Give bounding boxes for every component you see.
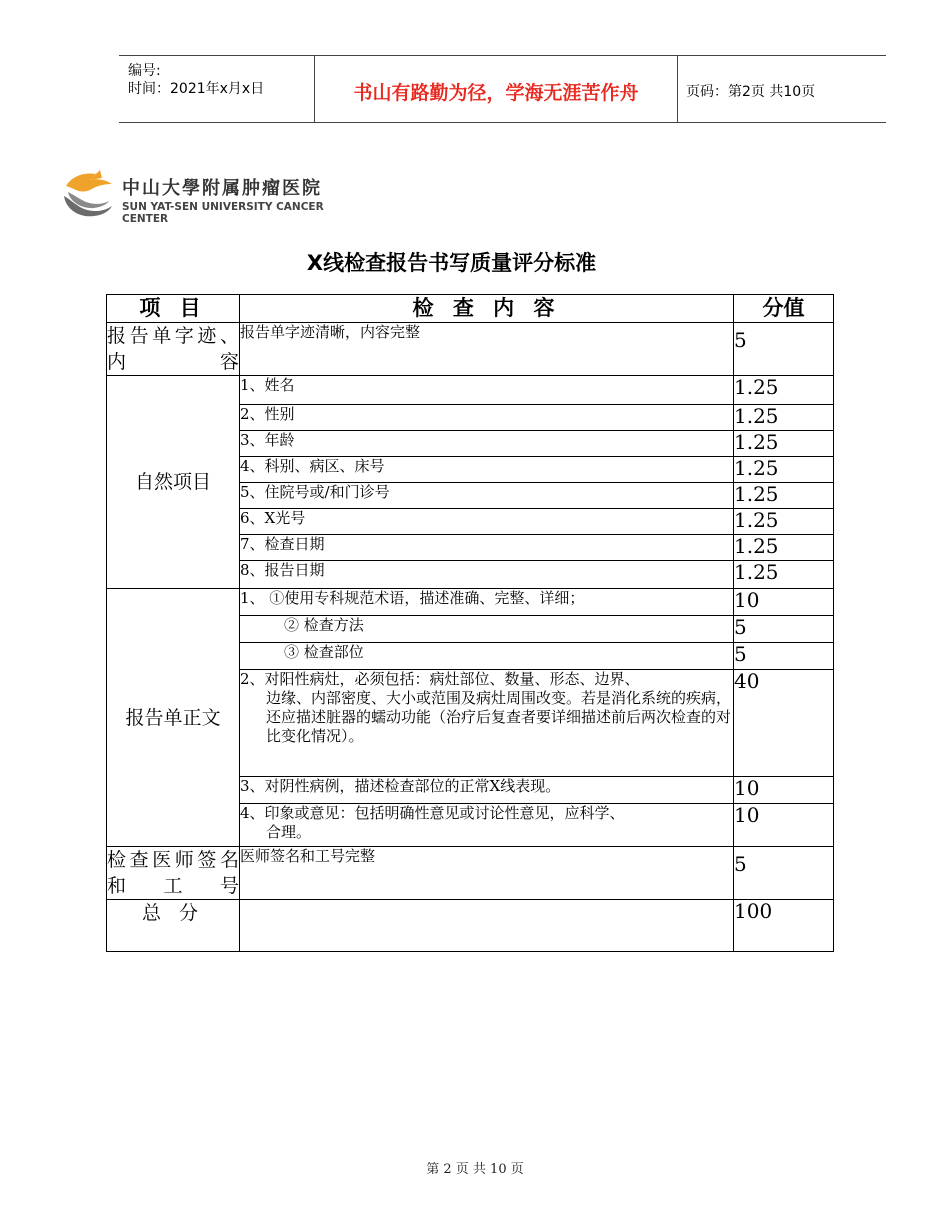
- logo-name-cn: 中山大學附属肿瘤医院: [122, 178, 322, 199]
- row-content: 4、科别、病区、床号: [240, 457, 734, 483]
- table-row: [107, 376, 834, 405]
- header-code-label: 编号:: [128, 63, 161, 79]
- row-score: 5: [734, 847, 834, 900]
- document-title: X线检查报告书写质量评分标准: [306, 251, 597, 275]
- section-item: 报告单正文: [107, 589, 240, 847]
- row-content-line1: 2、对阳性病灶，必须包括：病灶部位、数量、形态、边界、: [240, 670, 640, 688]
- section-item: 检查医师签名和工号: [107, 847, 240, 900]
- logo-name-en: SUN YAT-SEN UNIVERSITY CANCER CENTER: [122, 201, 324, 225]
- header-info: [119, 56, 314, 122]
- row-content: ② 检查方法: [240, 616, 734, 643]
- row-content: 8、报告日期: [240, 561, 734, 589]
- row-content: 1、 ①使用专科规范术语，描述准确、完整、详细；: [240, 589, 734, 616]
- row-score: 1.25: [734, 405, 834, 431]
- row-score: 1.25: [734, 457, 834, 483]
- page-footer: 第 2 页 共 10 页: [426, 1162, 524, 1177]
- row-score: 100: [734, 900, 834, 952]
- row-content: [240, 900, 734, 952]
- row-score: 1.25: [734, 376, 834, 405]
- column-header-content: 检 查 内 容: [240, 295, 734, 323]
- row-content: 1、姓名: [240, 376, 734, 405]
- row-score: 5: [734, 616, 834, 643]
- column-header-item: 项 目: [107, 295, 240, 323]
- table-row: [107, 323, 834, 376]
- page-header: [119, 55, 886, 123]
- sysucc-logo-icon: [60, 166, 116, 220]
- row-score: 10: [734, 589, 834, 616]
- row-content: 医师签名和工号完整: [240, 847, 734, 900]
- header-page-label: 页码：第2页 共10页: [686, 84, 816, 100]
- section-item: 自然项目: [107, 376, 240, 589]
- row-score: 1.25: [734, 535, 834, 561]
- hospital-logo: [60, 166, 350, 225]
- row-content: ③ 检查部位: [240, 643, 734, 670]
- scoring-table: [106, 294, 834, 952]
- row-content: [240, 804, 734, 847]
- row-content: 7、检查日期: [240, 535, 734, 561]
- row-score: 1.25: [734, 483, 834, 509]
- row-content: 5、住院号或/和门诊号: [240, 483, 734, 509]
- table-header-row: [107, 295, 834, 323]
- row-score: 40: [734, 670, 834, 777]
- table-row: [107, 847, 834, 900]
- table-row: [107, 900, 834, 952]
- row-content: 3、年龄: [240, 431, 734, 457]
- header-motto: 书山有路勤为径，学海无涯苦作舟: [353, 82, 639, 104]
- row-score: 10: [734, 804, 834, 847]
- row-content: 2、性别: [240, 405, 734, 431]
- section-item: 总 分: [107, 900, 240, 952]
- row-content: [240, 670, 734, 777]
- row-content: 报告单字迹清晰，内容完整: [240, 323, 734, 376]
- row-content: 3、对阴性病例，描述检查部位的正常X线表现。: [240, 777, 734, 804]
- header-page-cell: [677, 56, 886, 122]
- row-score: 1.25: [734, 431, 834, 457]
- section-item: 报告单字迹、内容: [107, 323, 240, 376]
- row-content: 6、X光号: [240, 509, 734, 535]
- table-row: [107, 589, 834, 616]
- header-motto-cell: [314, 56, 678, 122]
- row-content-line1: 4、印象或意见：包括明确性意见或讨论性意见，应科学、: [240, 804, 625, 822]
- row-score: 5: [734, 323, 834, 376]
- row-score: 1.25: [734, 509, 834, 535]
- row-score: 1.25: [734, 561, 834, 589]
- column-header-score: 分值: [734, 295, 834, 323]
- row-content-line2: 合理。: [266, 823, 312, 841]
- row-score: 10: [734, 777, 834, 804]
- row-score: 5: [734, 643, 834, 670]
- header-time-label: 时间：2021年x月x日: [128, 81, 265, 97]
- row-content-line2: 边缘、内部密度、大小或范围及病灶周围改变。若是消化系统的疾病，还应描述脏器的蠕动功能（治疗后复查者要详细描述前后两次检查的对比变化情况）。: [266, 689, 732, 745]
